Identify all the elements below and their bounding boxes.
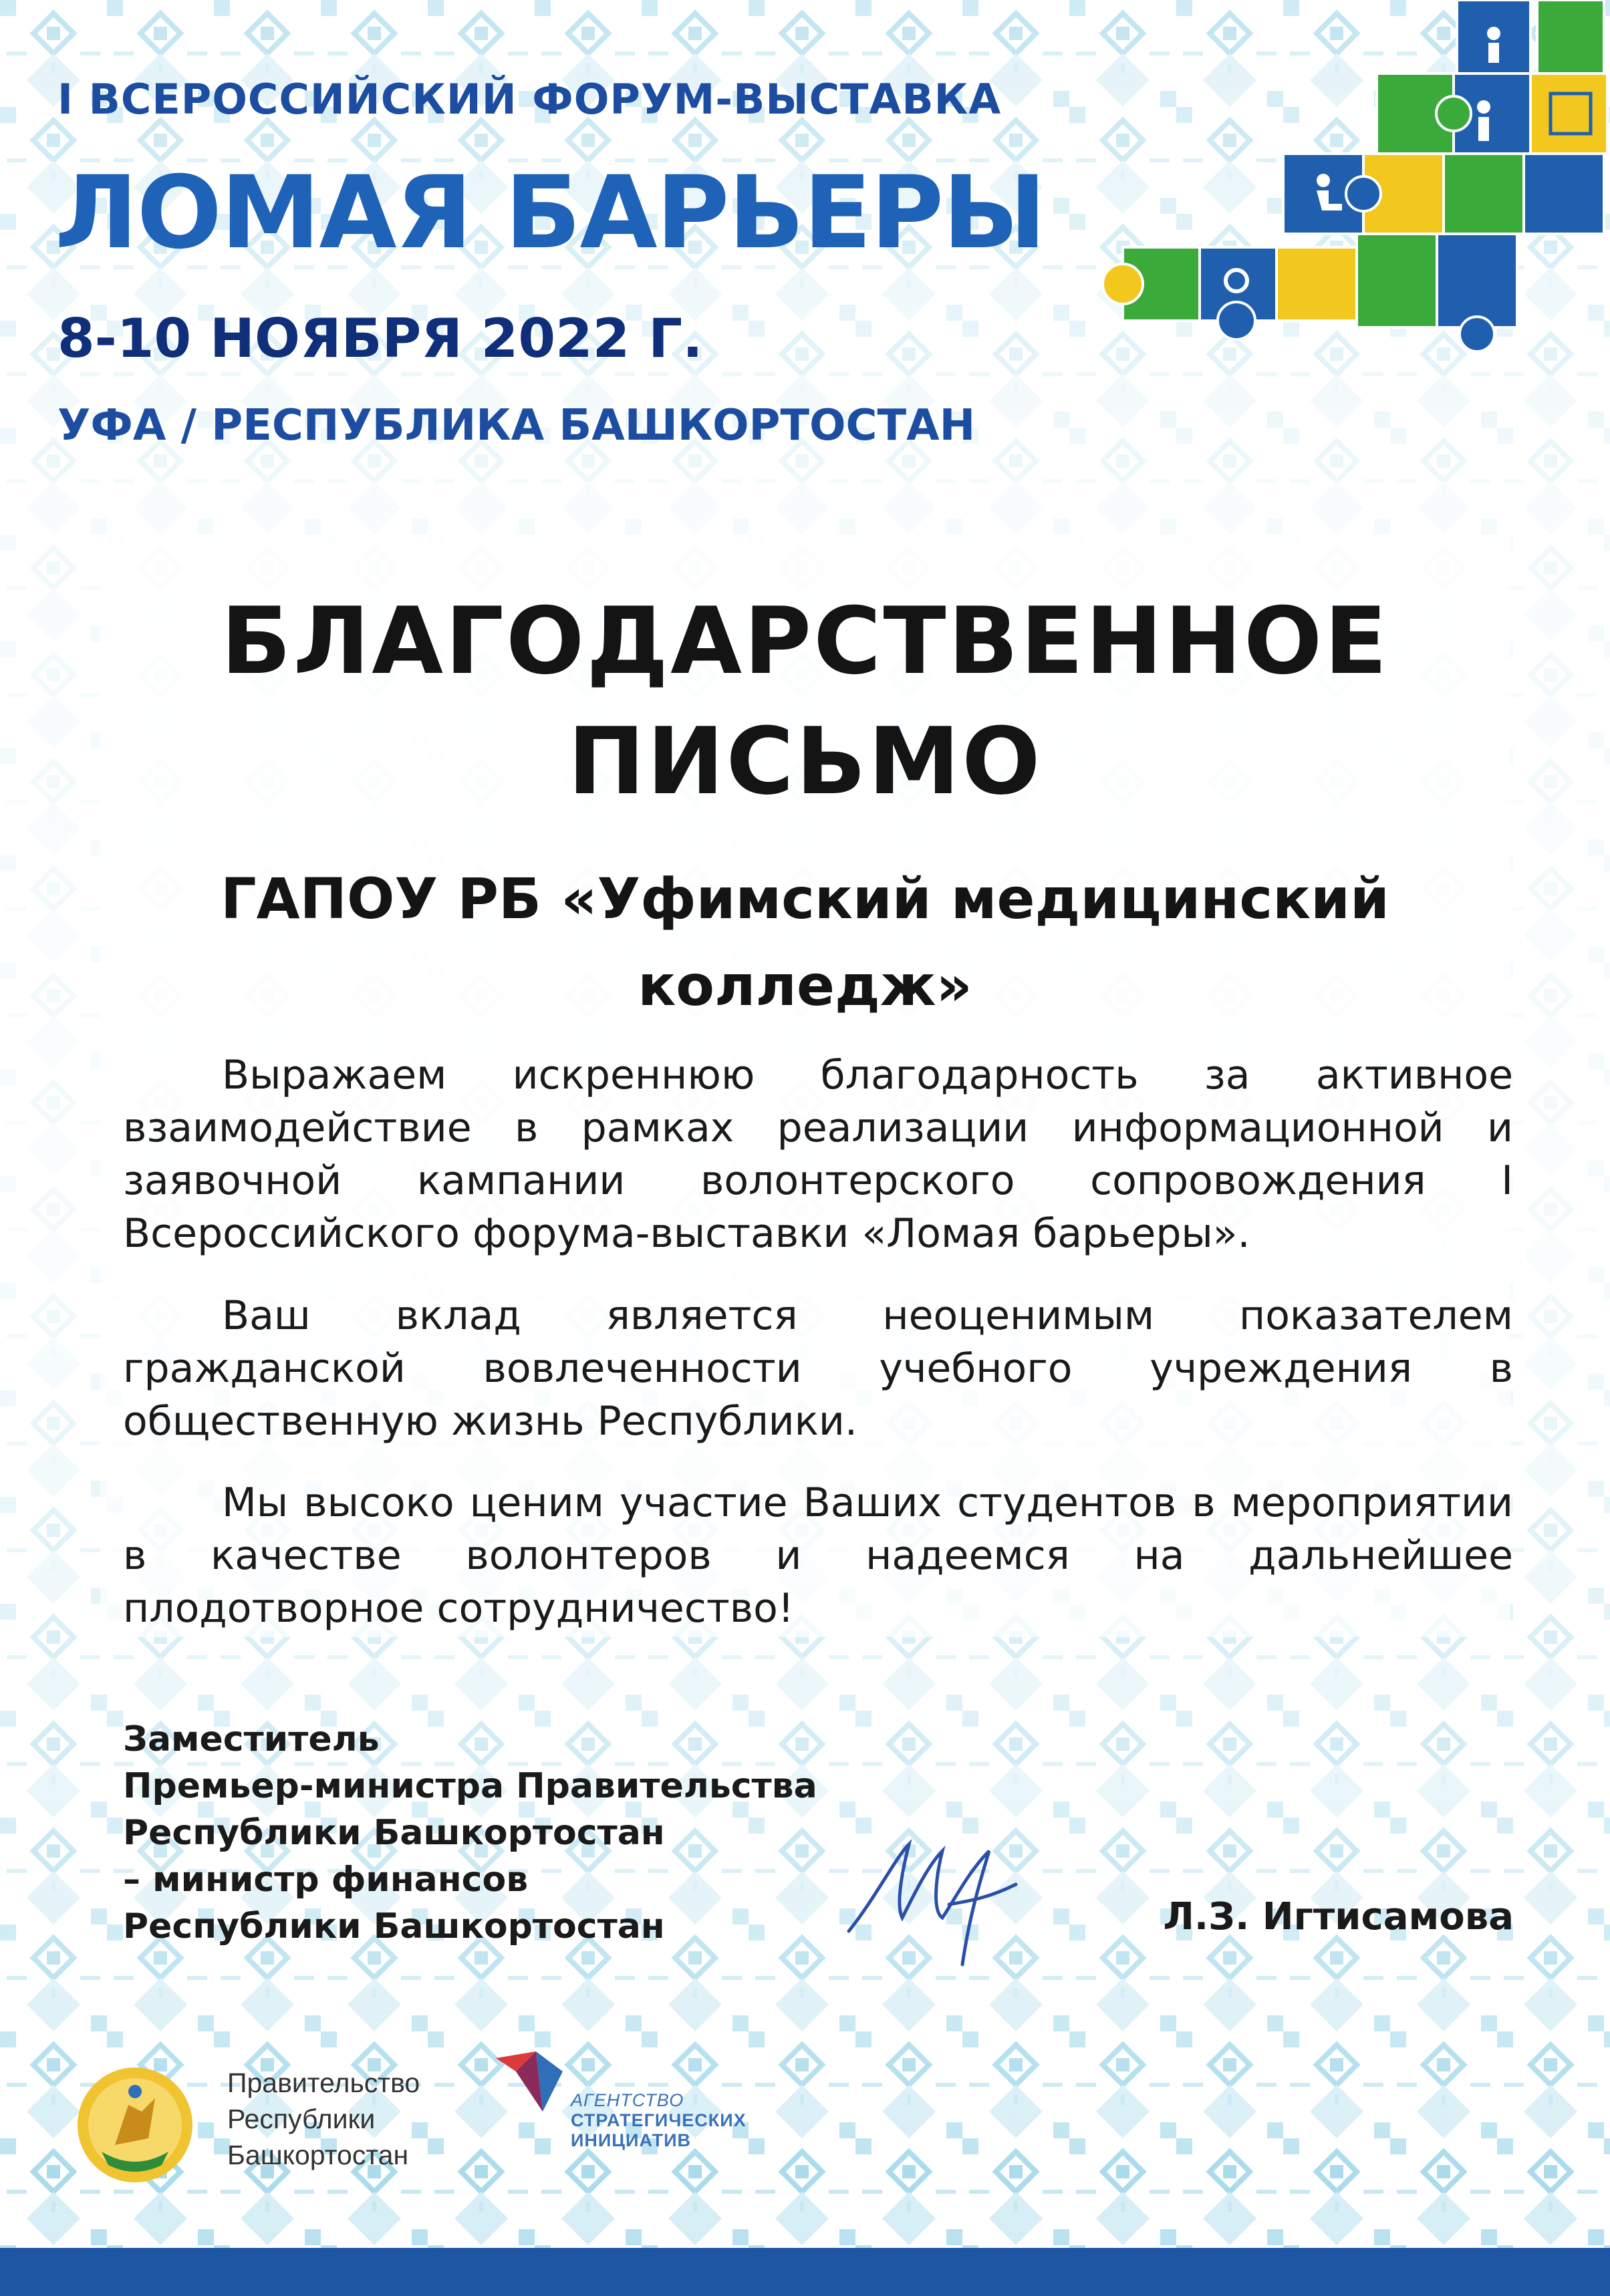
government-label-line: Башкортостан bbox=[227, 2140, 409, 2170]
signer-position-line: Республики Башкортостан bbox=[123, 1906, 665, 1947]
forum-dates: 8-10 НОЯБРЯ 2022 Г. bbox=[57, 307, 703, 370]
recipient-line-2: колледж» bbox=[638, 953, 972, 1018]
bashkortostan-emblem-icon bbox=[75, 2065, 195, 2185]
recipient bbox=[134, 855, 1476, 1029]
forum-edition-line: I ВСЕРОССИЙСКИЙ ФОРУМ-ВЫСТАВКА bbox=[57, 75, 1002, 124]
signer-position-line: – министр финансов bbox=[123, 1860, 529, 1900]
signer-position-line: Премьер-министра Правительства bbox=[123, 1766, 817, 1806]
government-label bbox=[227, 2065, 420, 2173]
paragraph-text: Ваш вклад является неоценимым показателем гражданской вовлеченности учебного учреждения в общественную жизнь Республики. bbox=[123, 1292, 1513, 1445]
government-label-line: Республики bbox=[227, 2104, 376, 2134]
body-paragraph-2 bbox=[123, 1290, 1513, 1448]
signer-position-line: Республики Башкортостан bbox=[123, 1813, 665, 1853]
body-paragraph-1 bbox=[123, 1049, 1513, 1260]
bottom-stripe bbox=[0, 2248, 1610, 2296]
forum-place: УФА / РЕСПУБЛИКА БАШКОРТОСТАН bbox=[57, 401, 976, 450]
government-label-line: Правительство bbox=[227, 2067, 420, 2098]
paragraph-text: Выражаем искреннюю благодарность за активное взаимодействие в рамках реализации информационной и заявочной кампании волонтерского сопровождения I Всероссийского форума-выставки «Ломая барьеры». bbox=[123, 1052, 1513, 1257]
agency-label bbox=[571, 2090, 747, 2150]
document-title-line-1: БЛАГОДАРСТВЕННОЕ bbox=[221, 587, 1389, 695]
puzzle-logo bbox=[1083, 0, 1610, 374]
signer-position bbox=[123, 1716, 817, 1950]
document-title bbox=[0, 581, 1610, 822]
document-title-line-2: ПИСЬМО bbox=[567, 708, 1043, 815]
agency-label-line: ИНИЦИАТИВ bbox=[571, 2130, 691, 2150]
signer-position-line: Заместитель bbox=[123, 1719, 380, 1759]
handwritten-signature bbox=[835, 1818, 1036, 1978]
paragraph-text: Мы высоко ценим участие Ваших студентов в мероприятии в качестве волонтеров и надеемся на дальнейшее плодотворное сотрудничество! bbox=[123, 1479, 1513, 1632]
forum-name: ЛОМАЯ БАРЬЕРЫ bbox=[55, 155, 1045, 271]
recipient-line-1: ГАПОУ РБ «Уфимский медицинский bbox=[221, 866, 1389, 931]
agency-label-line: СТРАТЕГИЧЕСКИХ bbox=[571, 2110, 747, 2130]
body-paragraph-3 bbox=[123, 1477, 1513, 1635]
signer-name: Л.З. Игтисамова bbox=[1163, 1895, 1514, 1939]
agency-label-line: АГЕНТСТВО bbox=[571, 2090, 684, 2110]
